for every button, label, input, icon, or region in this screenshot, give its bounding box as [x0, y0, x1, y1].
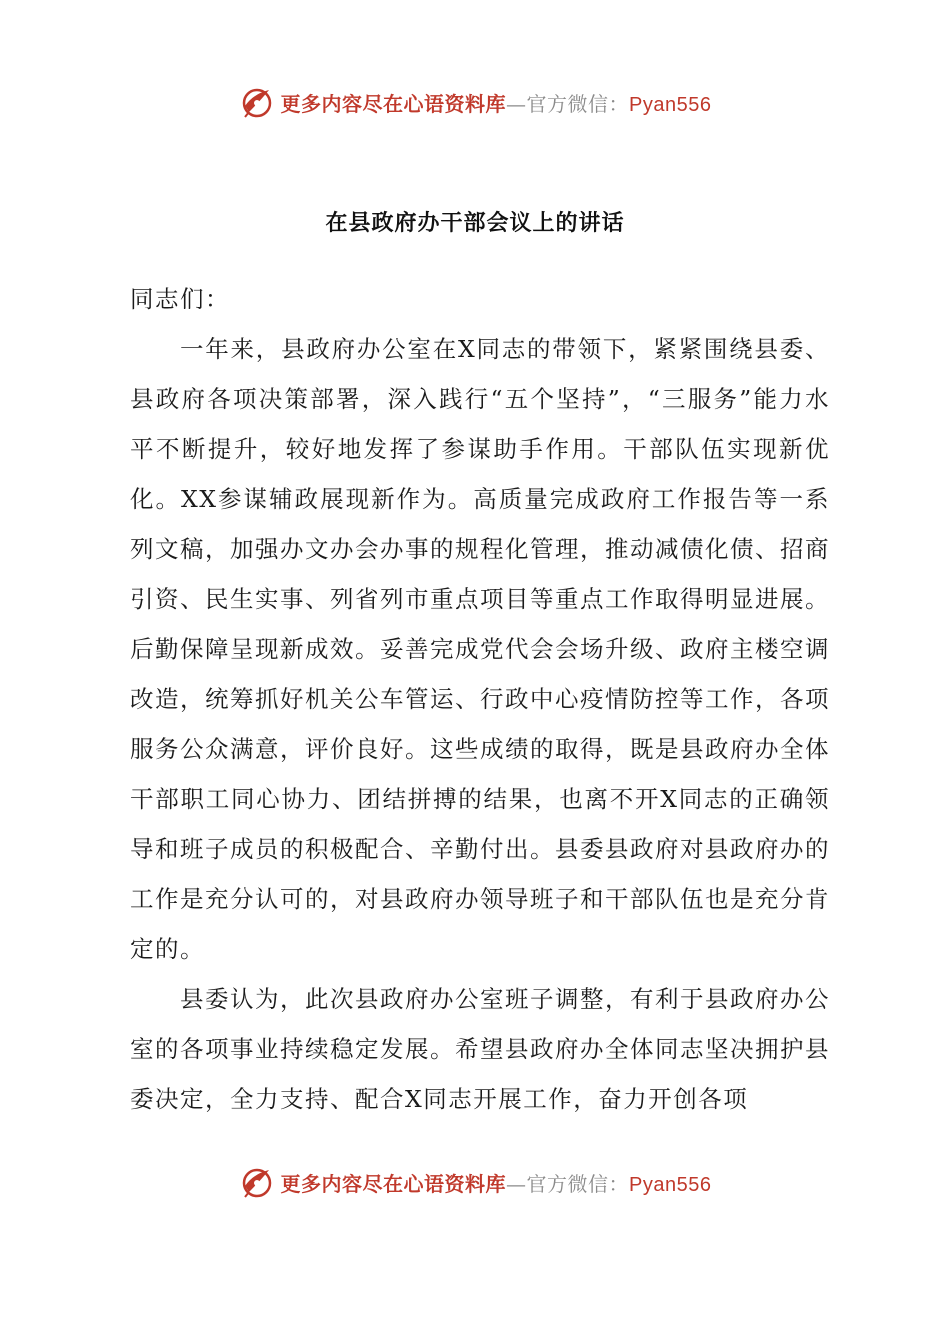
document-body — [130, 274, 830, 1124]
banner-wechat-label: —官方微信： — [506, 91, 630, 116]
footer-watermark-banner — [0, 1162, 950, 1202]
salutation: 同志们： — [130, 285, 230, 313]
paragraph-2: 县委认为，此次县政府办公室班子调整，有利于县政府办公室的各项事业持续稳定发展。希望县政府办全体同志坚决拥护县委决定，全力支持、配合X同志开展工作，奋力开创各项 — [130, 985, 830, 1113]
document-title: 在县政府办干部会议上的讲话 — [325, 211, 625, 236]
banner-wechat-label: —官方微信： — [506, 1171, 630, 1196]
pen-logo-icon — [239, 84, 275, 120]
banner-title: 更多内容尽在心语资料库 — [280, 1171, 507, 1196]
pen-logo-icon — [239, 1164, 275, 1200]
banner-title: 更多内容尽在心语资料库 — [280, 91, 507, 116]
banner-wechat-code: Pyan556 — [629, 1173, 712, 1196]
header-watermark-banner — [0, 82, 950, 122]
paragraph-1: 一年来，县政府办公室在X同志的带领下，紧紧围绕县委、县政府各项决策部署，深入践行“五个坚持”，“三服务”能力水平不断提升，较好地发挥了参谋助手作用。干部队伍实现新优化。XX参谋辅政展现新作为。高质量完成政府工作报告等一系列文稿，加强办文办会办事的规程化管理，推动减债化债、招商引资、民生实事、列省列市重点项目等重点工作取得明显进展。后勤保障呈现新成效。妥善完成党代会会场升级、政府主楼空调改造，统筹抓好机关公车管运、行政中心疫情防控等工作，各项服务公众满意，评价良好。这些成绩的取得，既是县政府办全体干部职工同心协力、团结拼搏的结果，也离不开X同志的正确领导和班子成员的积极配合、辛勤付出。县委县政府对县政府办的工作是充分认可的，对县政府办领导班子和干部队伍也是充分肯定的。 — [130, 335, 830, 963]
banner-wechat-code: Pyan556 — [629, 93, 712, 116]
